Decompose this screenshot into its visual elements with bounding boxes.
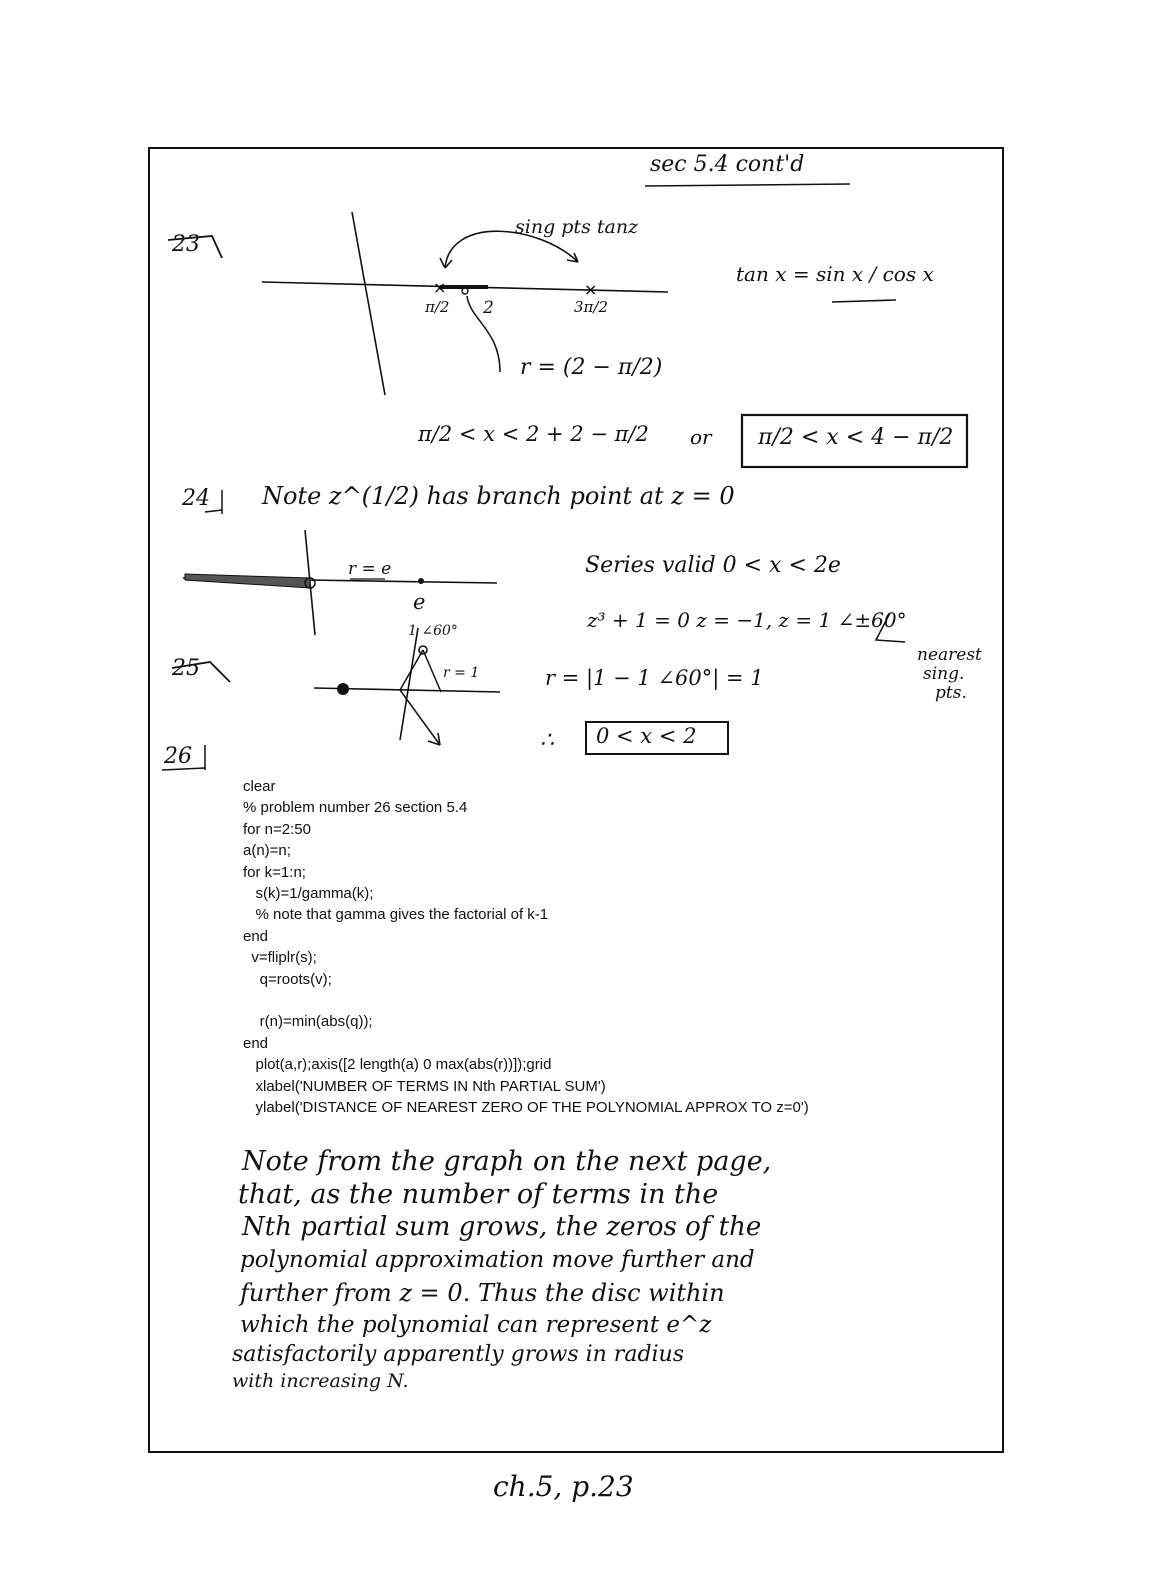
note-line: Nth partial sum grows, the zeros of the bbox=[242, 1212, 762, 1242]
problem-26-number: 26 bbox=[164, 744, 192, 769]
three-pi-half-label: 3π/2 bbox=[574, 298, 608, 316]
problem-24-number: 24 bbox=[182, 486, 210, 511]
page-number: ch.5, p.23 bbox=[493, 1470, 634, 1503]
code-line: ylabel('DISTANCE OF NEAREST ZERO OF THE POLYNOMIAL APPROX TO z=0') bbox=[243, 1099, 809, 1117]
sing-pts-label: sing pts tanz bbox=[515, 216, 639, 238]
series-valid: Series valid 0 < x < 2e bbox=[585, 553, 841, 578]
code-line: xlabel('NUMBER OF TERMS IN Nth PARTIAL SUM') bbox=[243, 1077, 606, 1095]
e-label: e bbox=[413, 590, 426, 614]
code-line: a(n)=n; bbox=[243, 842, 291, 860]
p24-branch-cut bbox=[185, 574, 310, 588]
or-label: or bbox=[690, 425, 712, 449]
code-line bbox=[243, 990, 983, 1011]
code-line: clear bbox=[243, 778, 276, 795]
nearest-sing-pts bbox=[917, 646, 982, 703]
p25-radius-lower bbox=[400, 690, 440, 745]
p23-pole-2: × bbox=[584, 280, 598, 299]
header-underline bbox=[645, 184, 850, 186]
code-line: for k=1:n; bbox=[243, 863, 306, 881]
note-line: which the polynomial can represent e^z bbox=[240, 1312, 712, 1338]
cubic-equation: z³ + 1 = 0 z = −1, z = 1 ∠±60° bbox=[587, 608, 907, 632]
problem-23-number: 23 bbox=[172, 232, 200, 257]
p25-radius: r = |1 − 1 ∠60°| = 1 bbox=[545, 666, 764, 690]
radius-expression: r = (2 − π/2) bbox=[520, 355, 663, 380]
code-line: q=roots(v); bbox=[243, 970, 332, 988]
p23-result: π/2 < x < 4 − π/2 bbox=[758, 425, 954, 450]
angle-label: 1 ∠60° bbox=[408, 623, 458, 639]
pi-half-label: π/2 bbox=[425, 298, 450, 316]
code-line: plot(a,r);axis([2 length(a) 0 max(abs(r))]);grid bbox=[243, 1056, 552, 1074]
note-line: with increasing N. bbox=[232, 1370, 409, 1392]
r-equals-1-label: r = 1 bbox=[443, 665, 480, 681]
p25-result: 0 < x < 2 bbox=[596, 724, 697, 748]
p24-e-dot bbox=[418, 578, 424, 584]
handwritten-note bbox=[232, 1145, 992, 1393]
code-line: v=fliplr(s); bbox=[243, 949, 317, 967]
note-line: that, as the number of terms in the bbox=[238, 1179, 719, 1210]
section-heading: sec 5.4 cont'd bbox=[650, 152, 805, 177]
p23-pole-1: × bbox=[433, 278, 447, 297]
therefore-symbol: ∴ bbox=[540, 728, 554, 753]
p25-pole-minus1 bbox=[337, 683, 349, 695]
code-line: for n=2:50 bbox=[243, 820, 311, 838]
code-line: end bbox=[243, 927, 269, 945]
nearest-line-1: nearest bbox=[917, 645, 982, 665]
code-line: end bbox=[243, 1034, 269, 1052]
code-line: r(n)=min(abs(q)); bbox=[243, 1013, 373, 1031]
problem-25-number: 25 bbox=[172, 656, 200, 681]
code-line: % note that gamma gives the factorial of k-1 bbox=[243, 906, 549, 924]
note-line: satisfactorily apparently grows in radius bbox=[232, 1342, 685, 1367]
code-line: s(k)=1/gamma(k); bbox=[243, 885, 374, 903]
inequality-expression: π/2 < x < 2 + 2 − π/2 bbox=[418, 422, 649, 446]
note-line: further from z = 0. Thus the disc within bbox=[240, 1279, 725, 1307]
note-line: polynomial approximation move further and bbox=[240, 1247, 755, 1273]
branch-note: Note z^(1/2) has branch point at z = 0 bbox=[262, 482, 735, 510]
p23-imag-axis bbox=[352, 212, 385, 395]
nearest-line-2: sing. bbox=[923, 664, 965, 684]
matlab-code-block bbox=[243, 776, 983, 1119]
p25-radius-upper bbox=[400, 650, 423, 690]
p23-fraction-bar bbox=[832, 300, 896, 302]
note-line: Note from the graph on the next page, bbox=[242, 1146, 772, 1177]
code-line: % problem number 26 section 5.4 bbox=[243, 799, 468, 817]
two-label: 2 bbox=[483, 298, 494, 318]
r-equals-e-label: r = e bbox=[348, 559, 392, 579]
p25-radius-side bbox=[423, 650, 441, 692]
tan-identity: tan x = sin x / cos x bbox=[736, 262, 934, 286]
nearest-line-3: pts. bbox=[935, 683, 967, 703]
